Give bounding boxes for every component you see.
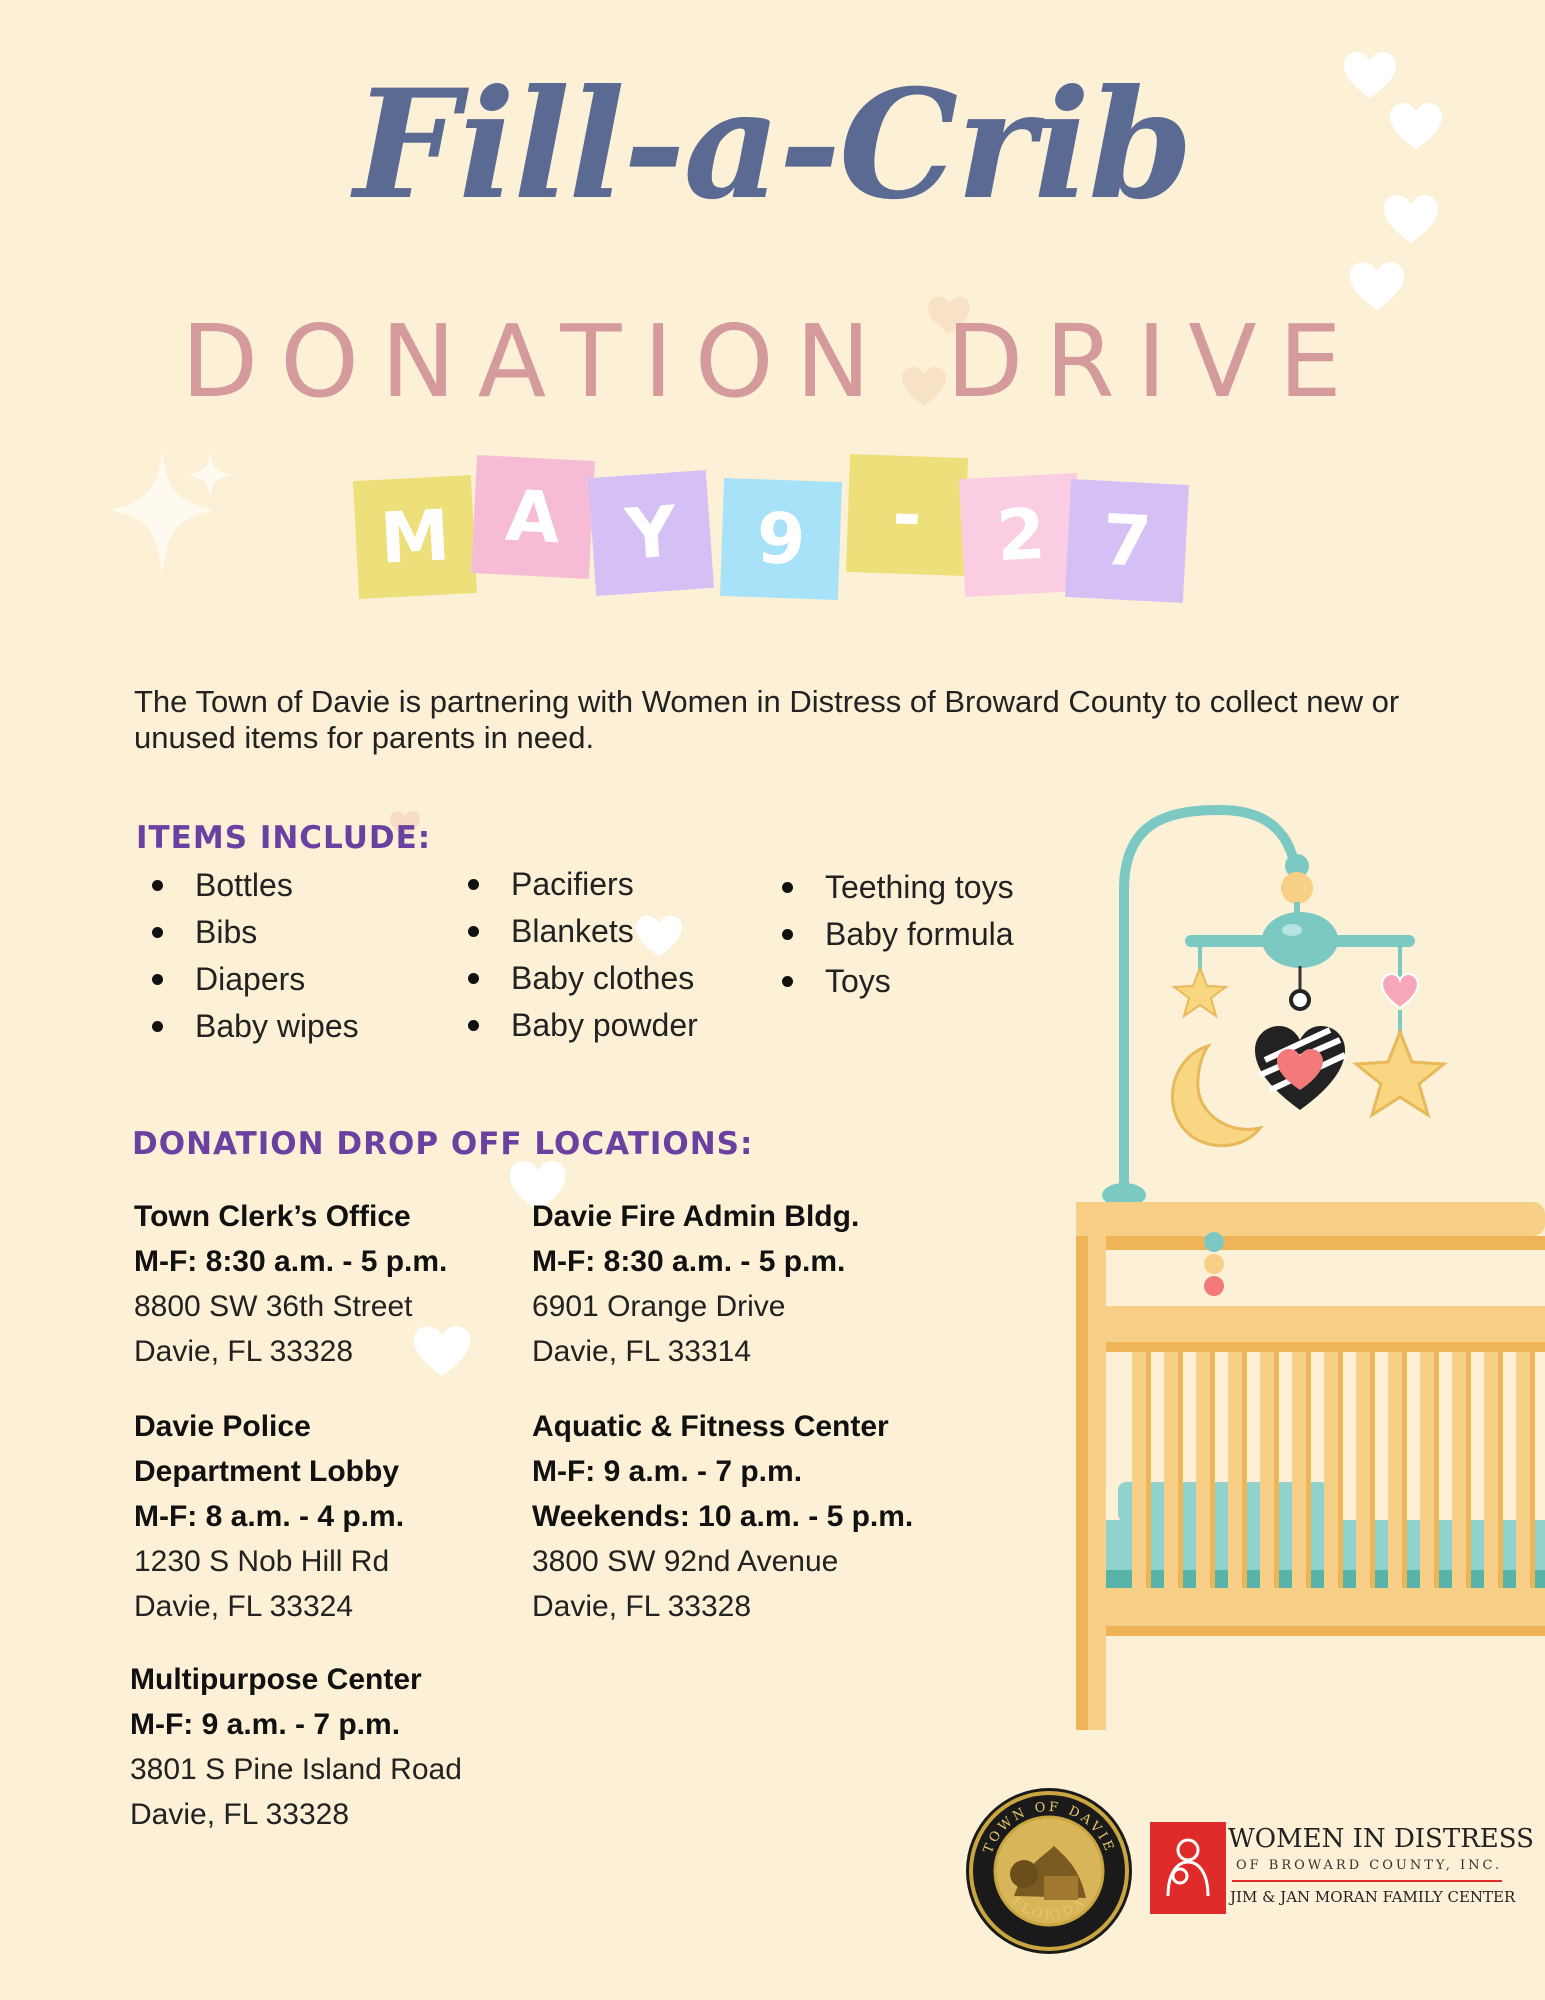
poster-title: Fill-a-Crib — [353, 57, 1192, 233]
location-hours: M-F: 8:30 a.m. - 5 p.m. — [134, 1245, 448, 1278]
date-tile — [588, 470, 714, 596]
crib-slat-shadow — [1530, 1352, 1535, 1588]
locations-heading: DONATION DROP OFF LOCATIONS: — [132, 1126, 754, 1162]
location-fire-admin — [532, 1194, 859, 1374]
location-street: 3801 S Pine Island Road — [130, 1753, 462, 1786]
wid-logo-mark — [1150, 1822, 1226, 1914]
date-tile-char: 7 — [1100, 498, 1154, 584]
list-item: Diapers — [149, 956, 359, 1003]
items-list-col2 — [465, 861, 698, 1049]
date-tile-char: M — [378, 494, 452, 580]
location-town-clerk — [134, 1194, 447, 1374]
items-heading: ITEMS INCLUDE: — [136, 820, 432, 856]
list-item: Bottles — [149, 862, 359, 909]
date-tile — [959, 473, 1083, 597]
date-tile — [720, 478, 842, 600]
location-hours-weekend: Weekends: 10 a.m. - 5 p.m. — [532, 1500, 914, 1533]
crib-slat-shadow — [1242, 1352, 1247, 1588]
date-tile — [1065, 479, 1189, 603]
location-multipurpose — [130, 1657, 462, 1837]
wid-line3: JIM & JAN MORAN FAMILY CENTER — [1230, 1888, 1516, 1906]
wid-line1: WOMEN IN DISTRESS — [1228, 1824, 1534, 1854]
location-city: Davie, FL 33324 — [134, 1590, 354, 1623]
date-tile-char: Y — [622, 490, 680, 576]
poster-subtitle: DONATION DRIVE — [181, 303, 1364, 420]
date-tile — [353, 475, 477, 599]
svg-text:FLORIDA: FLORIDA — [1008, 1894, 1090, 1923]
list-item: Baby powder — [465, 1002, 698, 1049]
location-city: Davie, FL 33328 — [134, 1335, 354, 1368]
crib-slat-shadow — [1274, 1352, 1279, 1588]
list-item: Pacifiers — [465, 861, 698, 908]
crib-slat-shadow — [1306, 1352, 1311, 1588]
location-name: Town Clerk’s Office — [134, 1200, 411, 1233]
sparkle-icon — [188, 452, 232, 498]
items-list-col3 — [779, 864, 1014, 1005]
crib-slat-shadow — [1178, 1352, 1183, 1588]
date-tile-char: 9 — [755, 497, 807, 581]
location-hours: M-F: 9 a.m. - 7 p.m. — [130, 1708, 401, 1741]
location-hours: M-F: 8:30 a.m. - 5 p.m. — [532, 1245, 846, 1278]
crib-slat-shadow — [1466, 1352, 1471, 1588]
intro-text: The Town of Davie is partnering with Women in Distress of Broward County to collect new or unused items for parents in need. — [134, 684, 1400, 755]
location-name: Multipurpose Center — [130, 1663, 422, 1696]
crib-slat-shadow — [1434, 1352, 1439, 1588]
crib-slat-shadow — [1498, 1352, 1503, 1588]
location-name: Davie Fire Admin Bldg. — [532, 1200, 860, 1233]
list-item: Teething toys — [779, 864, 1014, 911]
crib-slat-shadow — [1338, 1352, 1343, 1588]
list-item: Baby formula — [779, 911, 1014, 958]
date-tile-char: 2 — [994, 492, 1048, 578]
women-in-distress-logo — [1150, 1822, 1534, 1914]
crib-illustration — [1060, 790, 1545, 1730]
list-item: Toys — [779, 958, 1014, 1005]
crib-slat-shadow — [1402, 1352, 1407, 1588]
date-tile — [846, 454, 968, 576]
location-street: 6901 Orange Drive — [532, 1290, 786, 1323]
location-street: 1230 S Nob Hill Rd — [134, 1545, 390, 1578]
date-tile-char: - — [891, 473, 923, 557]
crib-slat-shadow — [1146, 1352, 1151, 1588]
list-item: Blankets — [465, 908, 698, 955]
location-name: Aquatic & Fitness Center — [532, 1410, 889, 1443]
location-city: Davie, FL 33328 — [130, 1798, 350, 1831]
location-name: Davie Police Department Lobby — [134, 1410, 400, 1488]
location-street: 3800 SW 92nd Avenue — [532, 1545, 839, 1578]
list-item: Baby clothes — [465, 955, 698, 1002]
list-item: Bibs — [149, 909, 359, 956]
wid-line2: OF BROWARD COUNTY, INC. — [1236, 1858, 1503, 1873]
location-police — [134, 1404, 404, 1629]
seal-text — [964, 1786, 1134, 1956]
location-city: Davie, FL 33314 — [532, 1335, 752, 1368]
crib-slat-shadow — [1370, 1352, 1375, 1588]
location-hours: M-F: 9 a.m. - 7 p.m. — [532, 1455, 803, 1488]
list-item: Baby wipes — [149, 1003, 359, 1050]
wid-divider — [1232, 1880, 1502, 1882]
items-list-col1 — [149, 862, 359, 1050]
location-hours: M-F: 8 a.m. - 4 p.m. — [134, 1500, 405, 1533]
svg-text:TOWN OF DAVIE: TOWN OF DAVIE — [980, 1799, 1118, 1856]
date-tile-char: A — [503, 474, 563, 560]
location-city: Davie, FL 33328 — [532, 1590, 752, 1623]
town-of-davie-seal — [964, 1786, 1134, 1956]
crib-slat-shadow — [1210, 1352, 1215, 1588]
location-street: 8800 SW 36th Street — [134, 1290, 413, 1323]
location-aquatic — [532, 1404, 913, 1629]
date-tile — [471, 455, 595, 579]
